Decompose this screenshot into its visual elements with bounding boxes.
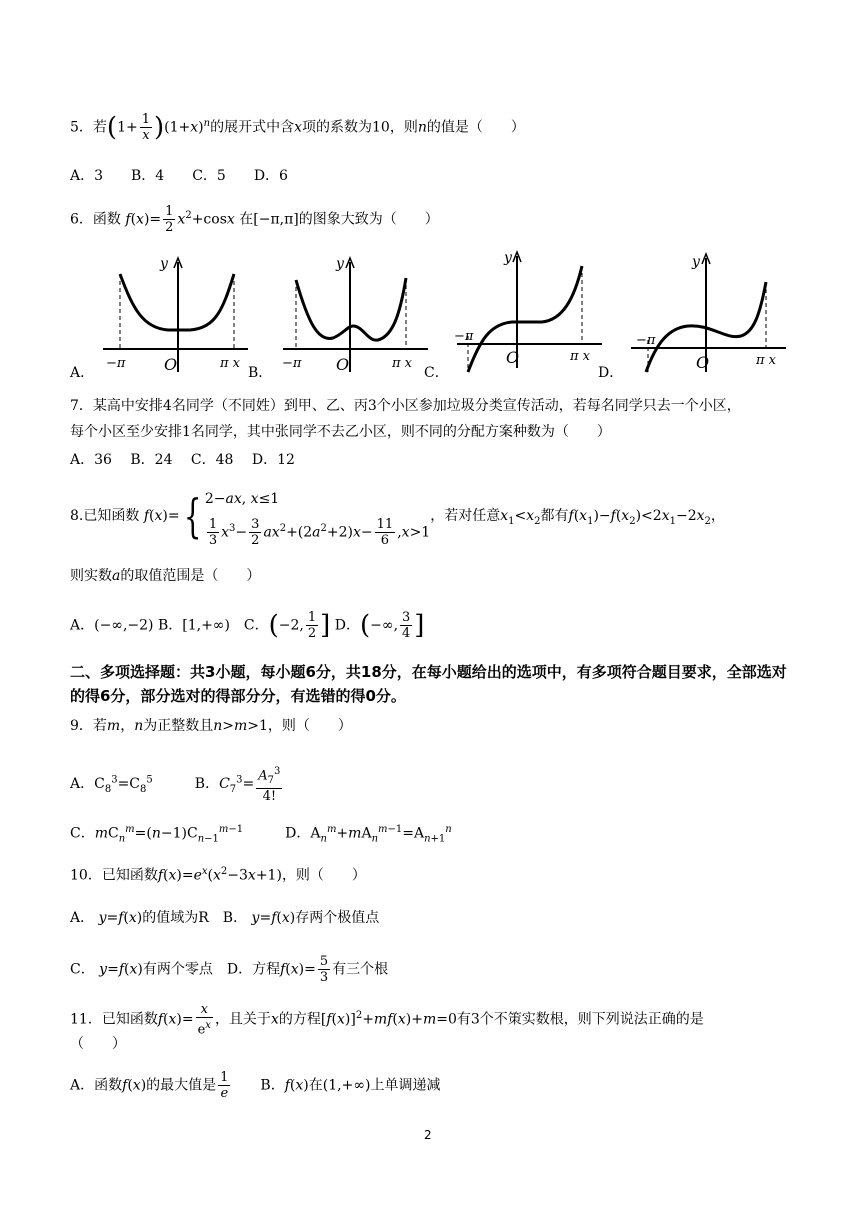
- q8-stem: 8.已知函数 f(x)={ 2−ax, x≤1 $\frac{1}{3}$ $x^3-$ $\frac{3}{2}$ $ax^2+(2a^2+2)x-$ $\frac{11}{6}$ ,x>1，若对任意$x_1<x_2$都有$f(x_1)-f(x_2)<2x_1-2x_2$，: [70, 489, 725, 549]
- page-number: 2: [424, 1128, 432, 1142]
- graph-d: [626, 248, 786, 374]
- section-2-heading: 二、多项选择题：共3小题，每小题6分，共18分，在每小题给出的选项中，有多项符合题目要求，全部选对的得6分，部分选对的得部分分，有选错的得0分。: [70, 663, 787, 705]
- svg-text:O: O: [336, 355, 350, 374]
- q5-stem: 5．若(1+ $\frac{1}{x}$ )$(1+x)^n$的展开式中含x项的系数为10，则n的值是（ ）: [70, 112, 525, 143]
- svg-text:π x: π x: [570, 349, 591, 364]
- q6-stem: 6．函数 f(x)= $\frac{1}{2}$ $x^2+\cos x$ 在[−π,π]的图象大致为（ ）: [70, 204, 439, 235]
- svg-text:O: O: [506, 348, 520, 367]
- q7-line2: 每个小区至少安排1名同学，其中张同学不去乙小区，则不同的分配方案种数为（ ）: [70, 424, 611, 440]
- q11-stem: 11．已知函数f(x)= $\frac{x}{e^x}$ ，且关于x的方程$[f(x)]^2+mf(x)+m=0$有3个不策实数根，则下列说法正确的是: [70, 1002, 704, 1038]
- svg-text:y: y: [504, 250, 512, 266]
- graph-a-label: A．: [70, 365, 95, 381]
- svg-text:π x: π x: [220, 356, 241, 371]
- q9-stem: 9．若m，n为正整数且n>m>1，则（ ）: [70, 718, 352, 734]
- q11-paren: （ ）: [70, 1036, 126, 1052]
- q10-cd: C． y=f(x)有两个零点 D．方程f(x)= $\frac{5}{3}$ 有三个根: [70, 954, 389, 985]
- svg-text:π x: π x: [756, 353, 777, 368]
- graph-b: [278, 254, 428, 374]
- svg-text:O: O: [696, 353, 710, 372]
- q8-options: A．(−∞,−2) B．[1,+∞) C．(−2, $\frac{1}{2}$ ] D．(−∞, $\frac{3}{4}$ ]: [70, 610, 425, 641]
- graph-d-label: D．: [598, 365, 624, 381]
- svg-text:y: y: [692, 254, 700, 270]
- graph-a: [98, 254, 248, 374]
- graph-c: [452, 248, 602, 374]
- q9-cd: C．$mC_n^m=(n-1)C_{n-1}^{m-1}$ D．$A_n^m+mA_n^{m-1}=A_{n+1}^n$: [70, 824, 452, 845]
- q7-line1: 7．某高中安排4名同学（不同姓）到甲、乙、丙3个小区参加垃圾分类宣传活动，若每名同学只去一个小区，: [70, 398, 741, 414]
- svg-text:−π: −π: [636, 333, 656, 348]
- graph-c-label: C．: [424, 365, 449, 381]
- q9-ab: A．$C_8^3=C_8^5$ B．$C_7^3=$ $\frac{A_7^3}{4!}$: [70, 766, 281, 804]
- svg-text:y: y: [336, 256, 344, 272]
- q10-ab: A． y=f(x)的值域为R B． y=f(x)存两个极值点: [70, 910, 380, 926]
- svg-text:−π: −π: [106, 356, 126, 371]
- svg-text:y: y: [160, 256, 168, 272]
- q8-line2: 则实数a的取值范围是（ ）: [70, 568, 261, 584]
- svg-text:π x: π x: [392, 356, 413, 371]
- svg-text:−π: −π: [282, 356, 302, 371]
- q11-ab: A．函数f(x)的最大值是 $\frac{1}{e}$ B．f(x)在(1,+∞)上单调递减: [70, 1070, 441, 1101]
- graph-b-label: B．: [248, 365, 273, 381]
- q7-options: A．36 B．24 C．48 D．12: [70, 452, 295, 468]
- svg-text:−π: −π: [454, 329, 474, 344]
- q10-stem: 10．已知函数$f(x)=e^x(x^2-3x+1)$，则（ ）: [70, 866, 366, 884]
- svg-text:O: O: [164, 355, 178, 374]
- q5-options: A．3 B．4 C．5 D．6: [70, 168, 288, 184]
